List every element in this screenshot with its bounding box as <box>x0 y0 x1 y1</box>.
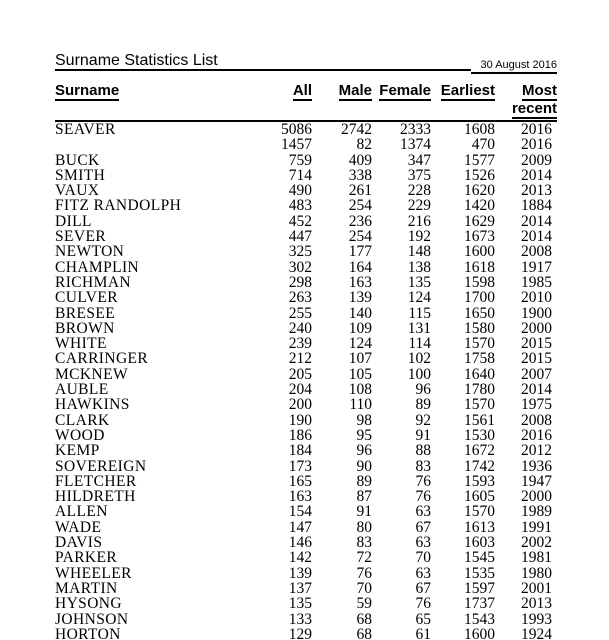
all-cell: 5086 <box>281 121 312 138</box>
all-cell: 146 <box>288 534 312 552</box>
female-cell: 216 <box>407 212 431 230</box>
earliest-cell: 1600 <box>464 243 495 261</box>
all-cell: 129 <box>288 625 312 640</box>
male-cell: 95 <box>356 426 372 444</box>
page-title: Surname Statistics List <box>55 52 471 71</box>
earliest-cell: 1673 <box>464 228 495 246</box>
table-row <box>55 260 557 275</box>
male-cell: 68 <box>356 610 372 628</box>
most-recent-cell: 2016 <box>521 121 552 138</box>
earliest-cell: 1577 <box>464 151 495 169</box>
surname-cell: CULVER <box>55 289 118 307</box>
surname-cell: HILDRETH <box>55 488 136 506</box>
female-cell: 63 <box>415 534 431 552</box>
male-cell: 96 <box>356 442 372 460</box>
male-cell: 2742 <box>341 121 372 138</box>
surname-cell: SEVER <box>55 228 107 246</box>
most-recent-cell: 1917 <box>521 258 552 276</box>
column-header-earliest <box>431 71 495 121</box>
surname-cell: SMITH <box>55 166 106 184</box>
female-cell: 63 <box>415 503 431 521</box>
female-cell: 91 <box>415 426 431 444</box>
most-recent-cell: 1936 <box>521 457 552 475</box>
all-cell: 142 <box>288 549 312 567</box>
surname-cell: VAUX <box>55 182 100 200</box>
column-header-surname <box>55 71 252 121</box>
most-recent-cell: 1993 <box>521 610 552 628</box>
surname-cell: MARTIN <box>55 579 118 597</box>
column-header-female <box>372 71 431 121</box>
table-row <box>55 183 557 198</box>
all-cell: 490 <box>288 182 312 200</box>
most-recent-cell: 2015 <box>521 335 552 353</box>
male-cell: 82 <box>356 136 372 154</box>
most-recent-cell: 1981 <box>521 549 552 567</box>
most-recent-cell: 2016 <box>521 426 552 444</box>
female-cell: 92 <box>415 411 431 429</box>
surname-cell: PARKER <box>55 549 118 567</box>
earliest-cell: 1618 <box>464 258 495 276</box>
table-row <box>55 566 557 581</box>
male-cell: 108 <box>348 381 372 399</box>
male-cell: 91 <box>356 503 372 521</box>
most-recent-cell: 1884 <box>521 197 552 215</box>
male-cell: 254 <box>348 197 372 215</box>
most-recent-cell: 2013 <box>521 182 552 200</box>
female-cell: 131 <box>407 319 431 337</box>
table-row <box>55 535 557 550</box>
most-recent-cell: 2015 <box>521 350 552 368</box>
earliest-cell: 1603 <box>464 534 495 552</box>
table-row <box>55 214 557 229</box>
all-cell: 139 <box>288 564 312 582</box>
table-row <box>55 306 557 321</box>
earliest-cell: 1640 <box>464 365 495 383</box>
most-recent-cell: 2010 <box>521 289 552 307</box>
table-row <box>55 382 557 397</box>
female-cell: 1374 <box>400 136 431 154</box>
all-cell: 165 <box>288 472 312 490</box>
all-cell: 173 <box>288 457 312 475</box>
male-cell: 76 <box>356 564 372 582</box>
most-recent-cell: 2014 <box>521 166 552 184</box>
female-cell: 67 <box>415 579 431 597</box>
female-cell: 89 <box>415 396 431 414</box>
male-cell: 70 <box>356 579 372 597</box>
all-cell: 133 <box>288 610 312 628</box>
surname-cell: HAWKINS <box>55 396 130 414</box>
female-cell: 102 <box>407 350 431 368</box>
all-cell: 452 <box>288 212 312 230</box>
male-cell: 68 <box>356 625 372 640</box>
most-recent-cell: 2014 <box>521 381 552 399</box>
most-recent-cell: 1991 <box>521 518 552 536</box>
earliest-cell: 1605 <box>464 488 495 506</box>
female-cell: 347 <box>407 151 431 169</box>
all-cell: 239 <box>288 335 312 353</box>
column-header-surname-label: Surname <box>55 82 120 99</box>
all-cell: 204 <box>288 381 312 399</box>
male-cell: 124 <box>348 335 372 353</box>
earliest-cell: 1737 <box>464 595 495 613</box>
all-cell: 447 <box>288 228 312 246</box>
female-cell: 2333 <box>400 121 431 138</box>
table-row <box>55 459 557 474</box>
most-recent-cell: 2013 <box>521 595 552 613</box>
all-cell: 154 <box>288 503 312 521</box>
most-recent-cell: 2000 <box>521 488 552 506</box>
earliest-cell: 1420 <box>464 197 495 215</box>
most-recent-cell: 1900 <box>521 304 552 322</box>
male-cell: 109 <box>348 319 372 337</box>
surname-cell: WHEELER <box>55 564 132 582</box>
most-recent-cell: 2000 <box>521 319 552 337</box>
all-cell: 137 <box>288 579 312 597</box>
table-row <box>55 321 557 336</box>
earliest-cell: 1535 <box>464 564 495 582</box>
male-cell: 107 <box>348 350 372 368</box>
female-cell: 135 <box>407 273 431 291</box>
table-row <box>55 581 557 596</box>
table-row <box>55 504 557 519</box>
table-row <box>55 397 557 412</box>
earliest-cell: 1672 <box>464 442 495 460</box>
female-cell: 70 <box>415 549 431 567</box>
all-cell: 240 <box>288 319 312 337</box>
earliest-cell: 1593 <box>464 472 495 490</box>
earliest-cell: 1545 <box>464 549 495 567</box>
earliest-cell: 1629 <box>464 212 495 230</box>
table-row <box>55 596 557 611</box>
male-cell: 409 <box>348 151 372 169</box>
all-cell: 325 <box>288 243 312 261</box>
earliest-cell: 1570 <box>464 503 495 521</box>
table-row <box>55 413 557 428</box>
all-cell: 483 <box>288 197 312 215</box>
all-cell: 135 <box>288 595 312 613</box>
table-row <box>55 367 557 382</box>
male-cell: 338 <box>348 166 372 184</box>
table-row <box>55 244 557 259</box>
surname-cell: DILL <box>55 212 92 230</box>
earliest-cell: 1613 <box>464 518 495 536</box>
most-recent-cell: 2009 <box>521 151 552 169</box>
table-row <box>55 121 557 137</box>
most-recent-cell: 2002 <box>521 534 552 552</box>
female-cell: 148 <box>407 243 431 261</box>
surname-cell: HYSONG <box>55 595 122 613</box>
earliest-cell: 1608 <box>464 121 495 138</box>
female-cell: 63 <box>415 564 431 582</box>
female-cell: 67 <box>415 518 431 536</box>
all-cell: 255 <box>288 304 312 322</box>
column-header-all-label: All <box>292 82 312 99</box>
male-cell: 140 <box>348 304 372 322</box>
all-cell: 190 <box>288 411 312 429</box>
male-cell: 83 <box>356 534 372 552</box>
column-header-female-label: Female <box>379 82 431 99</box>
most-recent-cell: 1947 <box>521 472 552 490</box>
most-recent-cell: 2001 <box>521 579 552 597</box>
most-recent-cell: 2012 <box>521 442 552 460</box>
report-date: 30 August 2016 <box>471 59 557 74</box>
table-header-row <box>55 71 557 121</box>
female-cell: 115 <box>408 304 431 322</box>
surname-statistics-table <box>55 71 557 640</box>
most-recent-cell: 1985 <box>521 273 552 291</box>
table-row <box>55 290 557 305</box>
earliest-cell: 1600 <box>464 625 495 640</box>
column-header-most-recent-line1: Most <box>522 82 557 99</box>
table-row <box>55 153 557 168</box>
all-cell: 1457 <box>281 136 312 154</box>
all-cell: 205 <box>288 365 312 383</box>
surname-cell: SOVEREIGN <box>55 457 147 475</box>
earliest-cell: 1570 <box>464 335 495 353</box>
male-cell: 89 <box>356 472 372 490</box>
male-cell: 80 <box>356 518 372 536</box>
female-cell: 228 <box>407 182 431 200</box>
all-cell: 212 <box>288 350 312 368</box>
column-header-earliest-label: Earliest <box>440 82 495 99</box>
table-row <box>55 474 557 489</box>
surname-cell: BROWN <box>55 319 115 337</box>
table-row <box>55 612 557 627</box>
surname-cell: JOHNSON <box>55 610 129 628</box>
female-cell: 88 <box>415 442 431 460</box>
table-row <box>55 627 557 640</box>
female-cell: 229 <box>407 197 431 215</box>
male-cell: 236 <box>348 212 372 230</box>
earliest-cell: 1530 <box>464 426 495 444</box>
male-cell: 90 <box>356 457 372 475</box>
surname-cell: FLETCHER <box>55 472 137 490</box>
most-recent-cell: 1989 <box>521 503 552 521</box>
table-row <box>55 351 557 366</box>
earliest-cell: 1780 <box>464 381 495 399</box>
table-row <box>55 550 557 565</box>
table-row <box>55 489 557 504</box>
male-cell: 163 <box>348 273 372 291</box>
column-header-all <box>252 71 312 121</box>
table-row <box>55 137 557 152</box>
column-header-most-recent <box>495 71 557 121</box>
earliest-cell: 1526 <box>464 166 495 184</box>
earliest-cell: 1700 <box>464 289 495 307</box>
surname-cell: FITZ RANDOLPH <box>55 197 182 215</box>
all-cell: 298 <box>288 273 312 291</box>
table-row <box>55 428 557 443</box>
female-cell: 114 <box>408 335 431 353</box>
table-row <box>55 198 557 213</box>
male-cell: 110 <box>349 396 372 414</box>
female-cell: 96 <box>415 381 431 399</box>
surname-cell: CLARK <box>55 411 110 429</box>
male-cell: 254 <box>348 228 372 246</box>
table-row <box>55 520 557 535</box>
earliest-cell: 1580 <box>464 319 495 337</box>
earliest-cell: 1543 <box>464 610 495 628</box>
surname-cell: CARRINGER <box>55 350 149 368</box>
most-recent-cell: 2016 <box>521 136 552 154</box>
female-cell: 83 <box>415 457 431 475</box>
table-row <box>55 336 557 351</box>
female-cell: 76 <box>415 595 431 613</box>
table-row <box>55 443 557 458</box>
male-cell: 105 <box>348 365 372 383</box>
male-cell: 87 <box>356 488 372 506</box>
female-cell: 192 <box>407 228 431 246</box>
female-cell: 76 <box>415 472 431 490</box>
table-row <box>55 168 557 183</box>
table-row <box>55 275 557 290</box>
male-cell: 164 <box>348 258 372 276</box>
earliest-cell: 1561 <box>464 411 495 429</box>
earliest-cell: 1758 <box>464 350 495 368</box>
female-cell: 76 <box>415 488 431 506</box>
earliest-cell: 1620 <box>464 182 495 200</box>
earliest-cell: 1650 <box>464 304 495 322</box>
table-row <box>55 229 557 244</box>
surname-cell: HORTON <box>55 625 121 640</box>
all-cell: 714 <box>288 166 312 184</box>
earliest-cell: 1742 <box>464 457 495 475</box>
all-cell: 759 <box>288 151 312 169</box>
surname-cell: WADE <box>55 518 102 536</box>
female-cell: 61 <box>415 625 431 640</box>
column-header-male-label: Male <box>338 82 372 99</box>
most-recent-cell: 2008 <box>521 411 552 429</box>
surname-cell: KEMP <box>55 442 100 460</box>
surname-cell: BRESEE <box>55 304 116 322</box>
male-cell: 72 <box>356 549 372 567</box>
surname-cell: NEWTON <box>55 243 125 261</box>
female-cell: 124 <box>407 289 431 307</box>
surname-cell: ALLEN <box>55 503 108 521</box>
male-cell: 177 <box>348 243 372 261</box>
male-cell: 59 <box>356 595 372 613</box>
surname-cell: WOOD <box>55 426 105 444</box>
female-cell: 65 <box>415 610 431 628</box>
most-recent-cell: 1975 <box>521 396 552 414</box>
surname-cell: BUCK <box>55 151 100 169</box>
all-cell: 147 <box>288 518 312 536</box>
report-content <box>55 52 557 640</box>
all-cell: 263 <box>288 289 312 307</box>
most-recent-cell: 2014 <box>521 212 552 230</box>
report-header <box>55 52 557 71</box>
surname-cell: DAVIS <box>55 534 103 552</box>
earliest-cell: 1597 <box>464 579 495 597</box>
all-cell: 163 <box>288 488 312 506</box>
female-cell: 138 <box>407 258 431 276</box>
male-cell: 139 <box>348 289 372 307</box>
column-header-male <box>312 71 372 121</box>
female-cell: 100 <box>407 365 431 383</box>
earliest-cell: 470 <box>471 136 495 154</box>
surname-cell: AUBLE <box>55 381 109 399</box>
surname-cell: RICHMAN <box>55 273 132 291</box>
most-recent-cell: 1924 <box>521 625 552 640</box>
most-recent-cell: 1980 <box>521 564 552 582</box>
most-recent-cell: 2014 <box>521 228 552 246</box>
surname-cell: MCKNEW <box>55 365 129 383</box>
male-cell: 98 <box>356 411 372 429</box>
column-header-most-recent-line2: recent <box>511 100 557 117</box>
surname-cell <box>55 137 252 152</box>
all-cell: 184 <box>288 442 312 460</box>
most-recent-cell: 2007 <box>521 365 552 383</box>
most-recent-cell: 2008 <box>521 243 552 261</box>
table-body <box>55 121 557 640</box>
earliest-cell: 1570 <box>464 396 495 414</box>
all-cell: 200 <box>288 396 312 414</box>
earliest-cell: 1598 <box>464 273 495 291</box>
all-cell: 186 <box>288 426 312 444</box>
all-cell: 302 <box>288 258 312 276</box>
male-cell: 261 <box>348 182 372 200</box>
surname-cell: SEAVER <box>55 121 116 138</box>
surname-cell: WHITE <box>55 335 107 353</box>
female-cell: 375 <box>407 166 431 184</box>
surname-cell: CHAMPLIN <box>55 258 140 276</box>
